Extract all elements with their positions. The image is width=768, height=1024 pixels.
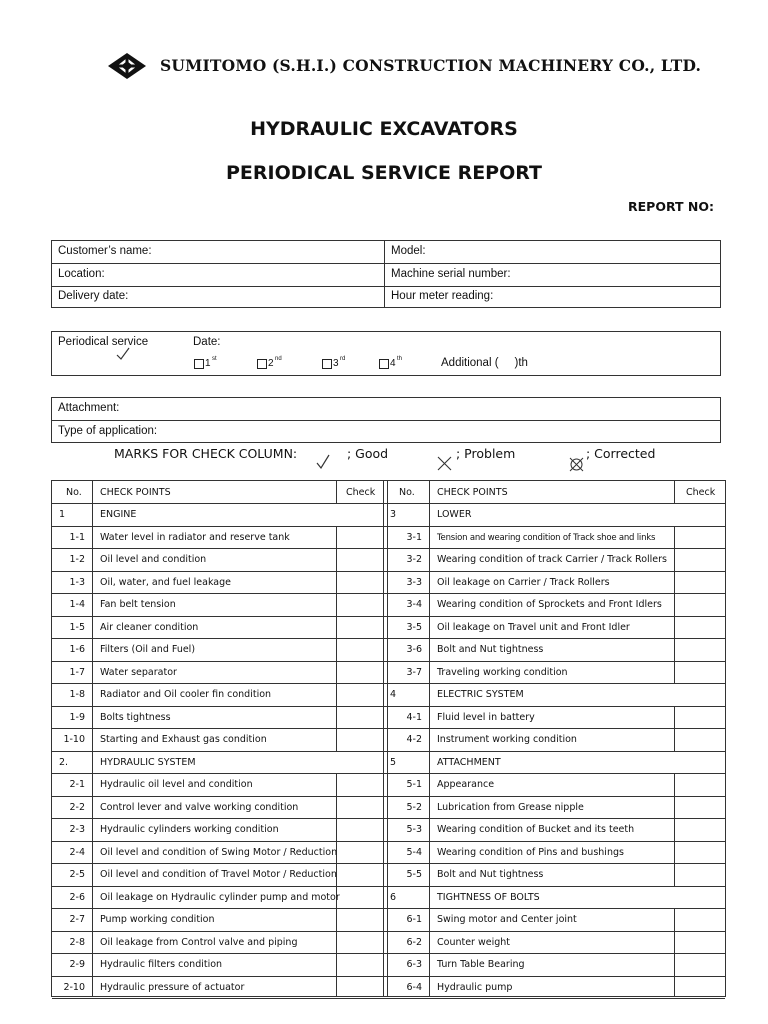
row-divider <box>52 998 725 999</box>
left-row-number: 1-1 <box>69 531 85 543</box>
left-check-cell[interactable] <box>337 908 383 931</box>
section-row-merge <box>673 752 676 774</box>
left-check-point: Water level in radiator and reserve tank <box>100 531 290 543</box>
left-row-number: 1-6 <box>69 644 85 655</box>
right-check-cell[interactable] <box>675 616 727 639</box>
header-check-points-right: CHECK POINTS <box>437 487 508 498</box>
row-divider <box>52 863 725 864</box>
left-check-point: Hydraulic oil level and condition <box>100 779 253 790</box>
left-check-point: Oil leakage on Hydraulic cylinder pump and motor <box>100 891 340 903</box>
row-divider <box>52 571 725 572</box>
document-title: HYDRAULIC EXCAVATORS <box>250 118 518 140</box>
left-check-point: Air cleaner condition <box>100 621 199 633</box>
right-row-number: 4-2 <box>406 734 422 745</box>
left-row-number: 2-5 <box>69 869 85 880</box>
row-divider <box>52 796 725 797</box>
check-points-table <box>51 480 726 997</box>
left-row-number: 1-5 <box>69 621 85 633</box>
right-section-heading: TIGHTNESS OF BOLTS <box>437 891 540 903</box>
right-row-number: 3-1 <box>406 531 422 543</box>
checkmark-icon <box>116 347 130 361</box>
right-row-number: 5-1 <box>406 779 422 790</box>
left-check-point: Water separator <box>100 666 177 678</box>
left-check-point: Pump working condition <box>100 914 215 925</box>
left-check-cell[interactable] <box>337 571 383 594</box>
right-check-cell[interactable] <box>675 638 727 661</box>
good-check-icon <box>316 454 330 470</box>
left-check-cell[interactable] <box>337 548 383 571</box>
left-check-point: Oil leakage from Control valve and piping <box>100 936 298 948</box>
row-divider <box>52 526 725 527</box>
row-divider <box>52 931 725 932</box>
right-row-number: 6-4 <box>406 981 422 993</box>
header-check-points-left: CHECK POINTS <box>100 487 171 498</box>
delivery-date-field[interactable]: Delivery date: <box>58 290 129 302</box>
right-check-cell[interactable] <box>675 818 727 841</box>
right-check-point: Counter weight <box>437 936 511 948</box>
left-check-point: Oil level and condition of Travel Motor / Reduction <box>100 869 337 880</box>
right-row-number: 3-6 <box>406 644 422 655</box>
section-row-merge <box>673 504 676 526</box>
left-check-cell[interactable] <box>337 931 383 954</box>
right-check-cell[interactable] <box>675 841 727 864</box>
row-divider <box>52 593 725 594</box>
corrected-circle-cross-icon <box>569 457 584 472</box>
right-check-point: Appearance <box>437 779 495 790</box>
right-check-point: Wearing condition of Bucket and its teeth <box>437 824 635 835</box>
document-subtitle: PERIODICAL SERVICE REPORT <box>226 162 542 184</box>
row-divider <box>52 886 725 887</box>
right-check-point: Traveling working condition <box>437 666 568 678</box>
right-check-cell[interactable] <box>675 773 727 796</box>
report-no-label: REPORT NO: <box>628 199 714 214</box>
right-row-number: 4 <box>390 689 397 700</box>
left-row-number: 2. <box>59 756 69 768</box>
section-row-merge <box>673 887 676 909</box>
left-row-number: 1-7 <box>69 666 85 678</box>
right-row-number: 3-3 <box>406 576 422 588</box>
left-row-number: 2-6 <box>69 891 85 903</box>
left-check-cell[interactable] <box>337 593 383 616</box>
right-check-cell[interactable] <box>675 661 727 684</box>
row-divider <box>52 638 725 639</box>
right-check-point: Turn Table Bearing <box>437 959 525 970</box>
right-row-number: 5-5 <box>406 869 422 880</box>
right-check-point: Bolt and Nut tightness <box>437 644 544 655</box>
left-check-point: Filters (Oil and Fuel) <box>100 644 196 655</box>
marks-problem-label: ; Problem <box>456 446 516 461</box>
right-check-point: Wearing condition of track Carrier / Track Rollers <box>437 554 668 565</box>
left-row-number: 1-3 <box>69 576 85 588</box>
row-divider <box>52 773 725 774</box>
header-no-right: No. <box>399 487 415 498</box>
model-field[interactable]: Model: <box>391 245 426 257</box>
left-check-cell[interactable] <box>337 886 383 909</box>
right-check-point: Bolt and Nut tightness <box>437 869 544 880</box>
left-check-cell[interactable] <box>337 818 383 841</box>
left-row-number: 2-7 <box>69 914 85 925</box>
left-check-cell[interactable] <box>337 841 383 864</box>
right-check-cell[interactable] <box>675 728 727 751</box>
right-row-number: 3-4 <box>406 599 422 610</box>
left-row-number: 2-1 <box>69 779 85 790</box>
right-check-point: Wearing condition of Pins and bushings <box>437 846 624 858</box>
second-service-checkbox[interactable] <box>257 359 267 369</box>
additional-service-field[interactable]: Additional ( )th <box>441 357 528 369</box>
right-check-point: Hydraulic pump <box>437 981 513 993</box>
header-check-right: Check <box>686 487 716 498</box>
left-check-point: Hydraulic cylinders working condition <box>100 824 279 835</box>
right-row-number: 6-1 <box>406 914 422 925</box>
left-row-number: 2-9 <box>69 959 85 970</box>
left-check-cell[interactable] <box>337 953 383 976</box>
left-check-point: Radiator and Oil cooler fin condition <box>100 689 272 700</box>
periodical-service-box: Periodical service Date: 1 st 2 nd 3 rd 4 th Additional ( )th <box>51 331 721 376</box>
location-field[interactable]: Location: <box>58 268 105 280</box>
right-check-cell[interactable] <box>675 571 727 594</box>
header-no-left: No. <box>66 487 82 498</box>
right-check-cell[interactable] <box>675 976 727 999</box>
left-check-cell[interactable] <box>337 616 383 639</box>
right-check-cell[interactable] <box>675 796 727 819</box>
left-row-number: 1-4 <box>69 599 85 610</box>
right-check-cell[interactable] <box>675 931 727 954</box>
left-row-number: 2-2 <box>69 801 85 813</box>
right-check-point: Lubrication from Grease nipple <box>437 801 584 813</box>
right-check-cell[interactable] <box>675 953 727 976</box>
row-divider <box>52 841 725 842</box>
date-label: Date: <box>193 336 221 348</box>
first-service-checkbox[interactable] <box>194 359 204 369</box>
right-section-heading: ATTACHMENT <box>437 756 501 768</box>
right-row-number: 6-2 <box>406 936 422 948</box>
row-divider <box>52 751 725 752</box>
section-row-merge <box>335 504 338 526</box>
marks-corrected-label: ; Corrected <box>586 446 656 461</box>
right-row-number: 6 <box>390 891 397 903</box>
right-check-cell[interactable] <box>675 593 727 616</box>
right-row-number: 6-3 <box>406 959 422 970</box>
left-row-number: 1-2 <box>69 554 85 565</box>
serial-number-field[interactable]: Machine serial number: <box>391 268 511 280</box>
right-check-cell[interactable] <box>675 526 727 549</box>
right-check-cell[interactable] <box>675 908 727 931</box>
right-check-cell[interactable] <box>675 706 727 729</box>
attachment-box <box>51 397 721 443</box>
right-row-number: 3 <box>390 509 397 520</box>
row-divider <box>52 616 725 617</box>
left-check-cell[interactable] <box>337 728 383 751</box>
left-row-number: 2-10 <box>63 981 85 993</box>
left-row-number: 1-9 <box>69 711 85 723</box>
left-section-heading: ENGINE <box>100 509 137 520</box>
left-check-cell[interactable] <box>337 863 383 886</box>
left-check-point: Oil level and condition of Swing Motor / Reduction <box>100 846 338 858</box>
right-check-point: Swing motor and Center joint <box>437 914 577 925</box>
company-name: SUMITOMO (S.H.I.) CONSTRUCTION MACHINERY CO., LTD. <box>160 56 702 75</box>
marks-legend-title: MARKS FOR CHECK COLUMN: <box>114 446 298 461</box>
fourth-service-checkbox[interactable] <box>379 359 389 369</box>
row-divider <box>52 728 725 729</box>
right-section-heading: LOWER <box>437 509 472 520</box>
problem-cross-icon <box>437 456 452 471</box>
left-check-point: Oil, water, and fuel leakage <box>100 576 232 588</box>
row-divider <box>52 818 725 819</box>
left-row-number: 2-4 <box>69 846 85 858</box>
header-check-left: Check <box>346 487 376 498</box>
right-row-number: 3-7 <box>406 666 422 678</box>
left-check-point: Hydraulic pressure of actuator <box>100 981 245 993</box>
left-row-number: 1-10 <box>63 734 85 745</box>
right-check-point: Oil leakage on Travel unit and Front Idler <box>437 621 630 633</box>
right-row-number: 5-4 <box>406 846 422 858</box>
row-divider <box>52 953 725 954</box>
right-row-number: 5-2 <box>406 801 422 813</box>
right-check-point: Oil leakage on Carrier / Track Rollers <box>437 576 610 588</box>
third-service-checkbox[interactable] <box>322 359 332 369</box>
right-section-heading: ELECTRIC SYSTEM <box>437 689 524 700</box>
right-row-number: 4-1 <box>406 711 422 723</box>
left-check-cell[interactable] <box>337 976 383 999</box>
left-check-point: Oil level and condition <box>100 554 207 565</box>
row-divider <box>52 661 725 662</box>
left-check-point: Hydraulic filters condition <box>100 959 223 970</box>
left-check-point: Bolts tightness <box>100 711 171 723</box>
customer-name-field[interactable]: Customer’s name: <box>58 245 152 257</box>
customer-info-box <box>51 240 721 308</box>
right-row-number: 5-3 <box>406 824 422 835</box>
left-row-number: 2-8 <box>69 936 85 948</box>
row-divider <box>52 548 725 549</box>
row-divider <box>52 503 725 504</box>
sumitomo-logo-icon <box>107 52 147 80</box>
left-check-point: Control lever and valve working condition <box>100 801 299 813</box>
row-divider <box>52 976 725 977</box>
left-row-number: 1-8 <box>69 689 85 700</box>
left-check-point: Fan belt tension <box>100 599 176 610</box>
left-check-cell[interactable] <box>337 526 383 549</box>
right-check-cell[interactable] <box>675 863 727 886</box>
hour-meter-field[interactable]: Hour meter reading: <box>391 290 494 302</box>
section-row-merge <box>673 684 676 706</box>
left-check-cell[interactable] <box>337 683 383 706</box>
periodical-service-label: Periodical service <box>58 336 149 348</box>
right-check-point: Wearing condition of Sprockets and Front Idlers <box>437 599 662 610</box>
left-section-heading: HYDRAULIC SYSTEM <box>100 756 196 768</box>
right-check-cell[interactable] <box>675 548 727 571</box>
attachment-field[interactable]: Attachment: <box>58 402 120 414</box>
right-check-point: Fluid level in battery <box>437 711 535 723</box>
application-type-field[interactable]: Type of application: <box>58 425 158 437</box>
left-check-cell[interactable] <box>337 638 383 661</box>
right-check-point: Instrument working condition <box>437 734 577 745</box>
right-row-number: 3-2 <box>406 554 422 565</box>
left-check-cell[interactable] <box>337 796 383 819</box>
right-check-point: Tension and wearing condition of Track shoe and links <box>437 532 656 543</box>
left-check-cell[interactable] <box>337 706 383 729</box>
right-row-number: 5 <box>390 756 397 768</box>
left-row-number: 1 <box>59 509 66 520</box>
left-check-cell[interactable] <box>337 661 383 684</box>
left-check-cell[interactable] <box>337 773 383 796</box>
row-divider <box>52 706 725 707</box>
left-row-number: 2-3 <box>69 824 85 835</box>
section-row-merge <box>335 752 338 774</box>
marks-good-label: ; Good <box>347 446 389 461</box>
left-check-point: Starting and Exhaust gas condition <box>100 734 267 745</box>
row-divider <box>52 908 725 909</box>
right-row-number: 3-5 <box>406 621 422 633</box>
row-divider <box>52 683 725 684</box>
